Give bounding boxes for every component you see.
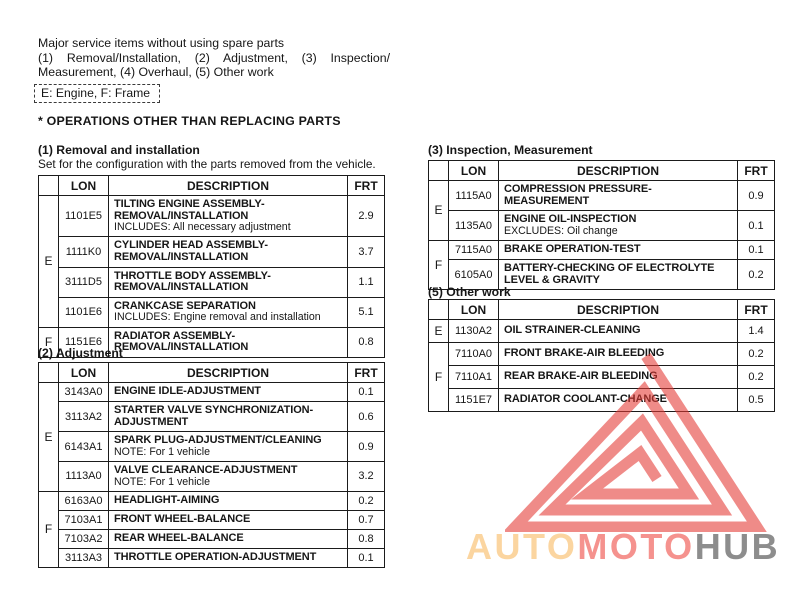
description-note: INCLUDES: All necessary adjustment <box>114 221 291 234</box>
column-header-description: DESCRIPTION <box>109 176 348 196</box>
header-row <box>429 300 775 320</box>
description-cell <box>109 402 348 432</box>
description-cell <box>499 366 738 389</box>
column-header-group <box>429 300 449 320</box>
description-cell <box>499 240 738 259</box>
service-table <box>428 299 775 412</box>
description-cell <box>109 432 348 462</box>
table-row <box>39 491 385 510</box>
engine-frame-legend <box>34 84 160 103</box>
description-line: LEVEL & GRAVITY <box>504 273 600 286</box>
table-row <box>39 383 385 402</box>
table-removal-and-installation <box>38 175 385 358</box>
table-row <box>39 237 385 267</box>
column-header-frt: FRT <box>738 161 775 181</box>
column-header-description: DESCRIPTION <box>109 363 348 383</box>
group-cell: F <box>39 327 59 357</box>
description-cell <box>109 491 348 510</box>
table-row <box>39 529 385 548</box>
description-cell <box>109 297 348 327</box>
description-cell <box>109 237 348 267</box>
description-line: THROTTLE OPERATION-ADJUSTMENT <box>114 550 317 563</box>
lon-cell: 1151E6 <box>59 327 109 357</box>
lon-cell: 7103A2 <box>59 529 109 548</box>
brand-part-auto: AUTO <box>466 526 578 567</box>
description-line: REMOVAL/INSTALLATION <box>114 250 249 263</box>
table-adjustment <box>38 362 385 568</box>
description-line: REMOVAL/INSTALLATION <box>114 341 249 354</box>
description-line: SPARK PLUG-ADJUSTMENT/CLEANING <box>114 434 322 447</box>
frt-cell: 0.6 <box>348 402 385 432</box>
column-header-group <box>39 363 59 383</box>
group-cell: E <box>429 181 449 241</box>
lon-cell: 6143A1 <box>59 432 109 462</box>
description-cell <box>499 389 738 412</box>
description-note: NOTE: For 1 vehicle <box>114 475 210 488</box>
description-line: FRONT WHEEL-BALANCE <box>114 512 251 525</box>
lon-cell: 3113A3 <box>59 548 109 567</box>
lon-cell: 3111D5 <box>59 267 109 297</box>
table-row <box>39 267 385 297</box>
table-row <box>429 240 775 259</box>
group-cell: F <box>429 240 449 289</box>
lon-cell: 3113A2 <box>59 402 109 432</box>
lon-cell: 1113A0 <box>59 461 109 491</box>
column-header-frt: FRT <box>348 363 385 383</box>
column-header-description: DESCRIPTION <box>499 161 738 181</box>
column-header-description: DESCRIPTION <box>499 300 738 320</box>
frt-cell: 1.1 <box>348 267 385 297</box>
lon-cell: 3143A0 <box>59 383 109 402</box>
lon-cell: 7110A0 <box>449 343 499 366</box>
column-header-lon: LON <box>449 300 499 320</box>
description-cell <box>109 529 348 548</box>
frt-cell: 0.5 <box>738 389 775 412</box>
frt-cell: 0.7 <box>348 510 385 529</box>
lon-cell: 1101E6 <box>59 297 109 327</box>
intro-line-3: Measurement, (4) Overhaul, (5) Other work <box>38 65 274 79</box>
frt-cell: 2.9 <box>348 196 385 237</box>
service-table <box>428 160 775 290</box>
lon-cell: 1101E5 <box>59 196 109 237</box>
description-note: EXCLUDES: Oil change <box>504 224 618 237</box>
table-row <box>429 320 775 343</box>
brand-wordmark <box>466 526 796 568</box>
description-line: TILTING ENGINE ASSEMBLY- <box>114 198 265 210</box>
frt-cell: 0.1 <box>738 211 775 241</box>
table-row <box>429 211 775 241</box>
table-row <box>39 548 385 567</box>
description-line: REMOVAL/INSTALLATION <box>114 281 249 294</box>
column-header-lon: LON <box>59 363 109 383</box>
frt-cell: 0.2 <box>348 491 385 510</box>
lon-cell: 1130A2 <box>449 320 499 343</box>
description-cell <box>109 383 348 402</box>
frt-cell: 3.2 <box>348 461 385 491</box>
frt-cell: 0.9 <box>738 181 775 211</box>
description-line: REMOVAL/INSTALLATION <box>114 209 249 222</box>
lon-cell: 7103A1 <box>59 510 109 529</box>
description-cell <box>499 343 738 366</box>
frt-cell: 0.1 <box>348 383 385 402</box>
description-cell <box>499 211 738 241</box>
table-2-title: (2) Adjustment <box>38 346 123 360</box>
intro-line-1: Major service items without using spare parts <box>38 36 285 50</box>
table-inspection-measurement <box>428 160 775 290</box>
lon-cell: 1115A0 <box>449 181 499 211</box>
description-line: THROTTLE BODY ASSEMBLY- <box>114 269 271 282</box>
column-header-lon: LON <box>449 161 499 181</box>
table-row <box>39 402 385 432</box>
column-header-lon: LON <box>59 176 109 196</box>
table-row <box>429 389 775 412</box>
description-line: OIL STRAINER-CLEANING <box>504 324 641 337</box>
description-cell <box>109 548 348 567</box>
description-cell <box>499 181 738 211</box>
frt-cell: 0.2 <box>738 259 775 289</box>
frt-cell: 3.7 <box>348 237 385 267</box>
table-row <box>429 343 775 366</box>
lon-cell: 1151E7 <box>449 389 499 412</box>
column-header-group <box>39 176 59 196</box>
description-line: STARTER VALVE SYNCHRONIZATION- <box>114 404 314 416</box>
group-cell: F <box>429 343 449 412</box>
lon-cell: 7115A0 <box>449 240 499 259</box>
table-row <box>429 181 775 211</box>
table-3-title: (3) Inspection, Measurement <box>428 143 593 157</box>
header-row <box>429 161 775 181</box>
description-cell <box>109 510 348 529</box>
group-cell: E <box>39 196 59 328</box>
frt-cell: 0.1 <box>738 240 775 259</box>
column-header-group <box>429 161 449 181</box>
lon-cell: 6163A0 <box>59 491 109 510</box>
header-row <box>39 363 385 383</box>
table-1-title: (1) Removal and installation <box>38 143 200 157</box>
service-table <box>38 362 385 568</box>
table-4-title: (5) Other work <box>428 285 511 299</box>
description-cell <box>109 461 348 491</box>
brand-part-hub: HUB <box>694 526 781 567</box>
description-line: CRANKCASE SEPARATION <box>114 299 256 312</box>
description-line: ADJUSTMENT <box>114 415 189 428</box>
table-1-subtitle: Set for the configuration with the parts removed from the vehicle. <box>38 157 376 171</box>
table-row <box>39 297 385 327</box>
description-line: BATTERY-CHECKING OF ELECTROLYTE <box>504 261 715 274</box>
frt-cell: 1.4 <box>738 320 775 343</box>
frt-cell: 0.9 <box>348 432 385 462</box>
frt-cell: 0.8 <box>348 529 385 548</box>
description-line: BRAKE OPERATION-TEST <box>504 243 641 256</box>
table-row <box>39 432 385 462</box>
lon-cell: 1135A0 <box>449 211 499 241</box>
description-cell <box>499 320 738 343</box>
description-cell <box>499 259 738 289</box>
table-other-work <box>428 299 775 412</box>
description-line: RADIATOR COOLANT-CHANGE <box>504 393 667 406</box>
frt-cell: 5.1 <box>348 297 385 327</box>
description-note: INCLUDES: Engine removal and installation <box>114 311 321 324</box>
group-cell: F <box>39 491 59 567</box>
lon-cell: 6105A0 <box>449 259 499 289</box>
lon-cell: 7110A1 <box>449 366 499 389</box>
group-cell: E <box>429 320 449 343</box>
group-cell: E <box>39 383 59 492</box>
table-row <box>39 461 385 491</box>
description-line: REAR WHEEL-BALANCE <box>114 531 244 544</box>
description-line: HEADLIGHT-AIMING <box>114 493 220 506</box>
table-row <box>39 510 385 529</box>
description-line: CYLINDER HEAD ASSEMBLY- <box>114 239 268 252</box>
table-row <box>429 366 775 389</box>
column-header-frt: FRT <box>738 300 775 320</box>
description-line: ENGINE OIL-INSPECTION <box>504 213 637 226</box>
frt-cell: 0.2 <box>738 343 775 366</box>
description-line: REAR BRAKE-AIR BLEEDING <box>504 370 658 383</box>
service-table <box>38 175 385 358</box>
lon-cell: 1111K0 <box>59 237 109 267</box>
description-note: NOTE: For 1 vehicle <box>114 445 210 458</box>
column-header-frt: FRT <box>348 176 385 196</box>
description-line: VALVE CLEARANCE-ADJUSTMENT <box>114 463 298 476</box>
description-cell <box>109 196 348 237</box>
description-cell <box>109 327 348 357</box>
frt-cell: 0.8 <box>348 327 385 357</box>
frt-cell: 0.1 <box>348 548 385 567</box>
intro-line-2: (1) Removal/Installation, (2) Adjustment, (3) Inspection/ <box>38 50 390 65</box>
description-cell <box>109 267 348 297</box>
intro-paragraph <box>38 36 390 80</box>
table-row <box>39 196 385 237</box>
description-line: COMPRESSION PRESSURE-MEASUREMENT <box>504 183 652 207</box>
frt-cell: 0.2 <box>738 366 775 389</box>
description-line: RADIATOR ASSEMBLY- <box>114 329 236 342</box>
description-line: ENGINE IDLE-ADJUSTMENT <box>114 385 261 398</box>
description-line: FRONT BRAKE-AIR BLEEDING <box>504 347 665 360</box>
section-title: * OPERATIONS OTHER THAN REPLACING PARTS <box>38 114 341 128</box>
legend-text: E: Engine, F: Frame <box>41 86 151 100</box>
header-row <box>39 176 385 196</box>
brand-part-moto: MOTO <box>577 526 695 567</box>
